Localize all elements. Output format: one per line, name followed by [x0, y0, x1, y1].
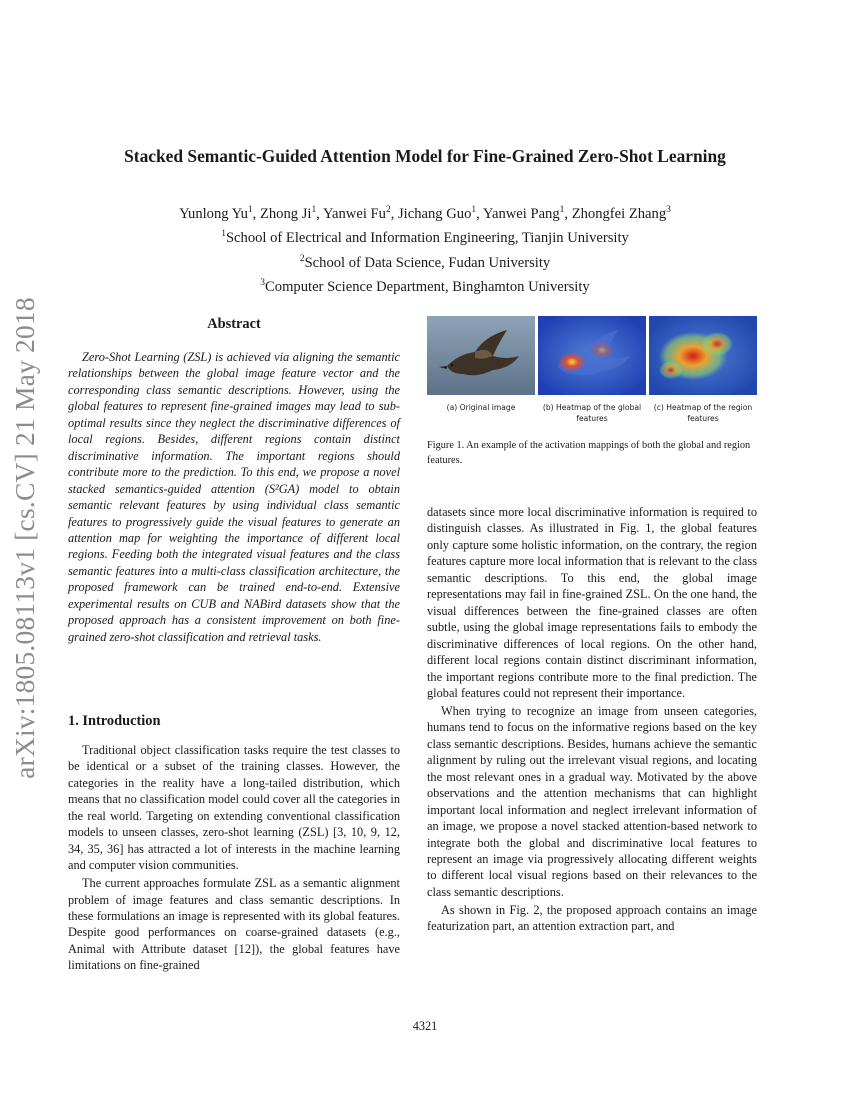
- subcaption-global-heatmap: (b) Heatmap of the global features: [542, 403, 642, 423]
- affiliation-line: [0, 273, 850, 297]
- right-column-body: [427, 504, 757, 935]
- subcaption-region-heatmap: (c) Heatmap of the region features: [653, 403, 753, 423]
- original-bird-image: [427, 316, 535, 395]
- figure-1-caption: Figure 1. An example of the activation mappings of both the global and region features.: [427, 440, 751, 466]
- introduction-heading: 1. Introduction: [68, 713, 161, 729]
- subcaption-original: (a) Original image: [446, 403, 516, 412]
- arxiv-side-stamp: [2, 283, 48, 793]
- affiliation-mark: 2: [299, 253, 305, 264]
- abstract-heading: Abstract: [207, 316, 261, 332]
- abstract-text: Zero-Shot Learning (ZSL) is achieved via aligning the semantic relationships between the global image feature vector and the corresponding class semantic descriptions. However, using the global features to represent fine-grained images may lead to sub-optimal results since they neglect the discriminative differences of local regions. Besides, different regions contain distinct discriminative information. The important regions should contribute more to the prediction. To this end, we propose a novel stacked semantics-guided attention (S²GA) model to obtain semantic relevant features by using individual class semantic features to progressively guide the visual features to generate an attention map for weighting the importance of different local regions. Feeding both the integrated visual features and the class semantic features into a multi-class classification architecture, the proposed framework can be trained end-to-end. Extensive experimental results on CUB and NABird datasets show that the proposed approach has a consistent improvement on both fine-grained zero-shot classification and retrieval tasks.: [68, 350, 400, 644]
- introduction-body: [68, 742, 400, 974]
- affiliation-mark: 3: [260, 278, 266, 289]
- affiliation-mark: 1: [221, 229, 226, 240]
- author-name: Yunlong Yu: [179, 205, 248, 222]
- body-paragraph: Traditional object classification tasks require the test classes to be identical or a subset of the training classes. However, the categories in the reality have a long-tailed distribution, which means that no classification model could cover all the categories in the real world. Targeting on extending conventional classification models to unseen classes, zero-shot learning (ZSL) [3, 10, 9, 12, 34, 35, 36] has attracted a lot of interests in the machine learning and computer vision communities.: [68, 743, 400, 873]
- author-name: Yanwei Pang: [482, 205, 560, 222]
- global-heatmap-image: [538, 316, 646, 395]
- author-block: [0, 200, 850, 297]
- affiliation-text: School of Data Science, Fudan University: [304, 254, 551, 271]
- figure-subcaptions: [427, 403, 757, 424]
- affiliation-text: Computer Science Department, Binghamton University: [265, 278, 590, 295]
- author-name: Yanwei Fu: [322, 205, 386, 222]
- author-affiliation-mark: 1: [311, 205, 317, 215]
- author-name: Zhongfei Zhang: [571, 205, 667, 222]
- figure-images: [427, 316, 757, 395]
- body-paragraph: As shown in Fig. 2, the proposed approach contains an image featurization part, an attention extraction part, and: [427, 902, 757, 934]
- author-affiliation-mark: 3: [666, 205, 671, 215]
- author-list: Yunlong Yu$^1$, Zhong Ji$^1$, Yanwei Fu$^2$, Jichang Guo$^1$, Yanwei Pang$^1$, Zhongfei Zhang$^3$: [179, 205, 671, 222]
- author-affiliation-mark: 1: [559, 205, 565, 215]
- affiliation-line: [0, 249, 850, 273]
- author-affiliation-mark: 1: [471, 205, 477, 215]
- region-heatmap-image: [649, 316, 757, 395]
- figure-1: [427, 316, 757, 424]
- author-affiliation-mark: 2: [385, 205, 391, 215]
- page-number: 4321: [412, 1019, 438, 1033]
- author-affiliation-mark: 1: [247, 205, 253, 215]
- arxiv-stamp-text: arXiv:1805.08113v1 [cs.CV] 21 May 2018: [9, 297, 40, 779]
- body-paragraph: The current approaches formulate ZSL as a semantic alignment problem of image features and class semantic descriptions. In these formulations an image is represented with its global features. Despite good performances on coarse-grained datasets (e.g., Animal with Attribute dataset [12]), the global features have limitations on fine-grained: [68, 876, 400, 973]
- affiliation-text: School of Electrical and Information Engineering, Tianjin University: [225, 230, 629, 247]
- body-paragraph: When trying to recognize an image from unseen categories, humans tend to focus on the informative regions based on the key class semantic descriptions. Besides, humans achieve the semantic alignment by ruling out the irrelevant visual regions, and locating the most relevant ones in a gradual way. Motivated by the above observations and the attention mechanisms that can highlight important local information and neglect irrelevant information of an image, we propose a novel stacked attention-based network to integrate both the global and discriminative local features to represent an image via progressively allocating different weights to different local visual regions based on their relevances to the class semantic descriptions.: [427, 703, 757, 899]
- abstract-body: [68, 349, 400, 645]
- affiliation-line: [0, 224, 850, 248]
- body-paragraph: datasets since more local discriminative information is required to distinguish classes. As illustrated in Fig. 1, the global features only capture some holistic information, on the contrary, the region features capture more local information that is relevant to the class semantic descriptions. To this end, the global image representations may fail in fine-grained ZSL. On the one hand, the visual differences between the fine-grained classes are often subtle, using the global image representations fails to embody the discriminative differences of local regions. On the other hand, different local regions contain distinct discriminant information, the important regions contribute more to the final prediction. The global features could not represent their importance.: [427, 505, 757, 700]
- paper-title: Stacked Semantic-Guided Attention Model for Fine-Grained Zero-Shot Learning: [124, 146, 726, 166]
- author-name: Jichang Guo: [398, 205, 472, 222]
- author-name: Zhong Ji: [259, 205, 312, 222]
